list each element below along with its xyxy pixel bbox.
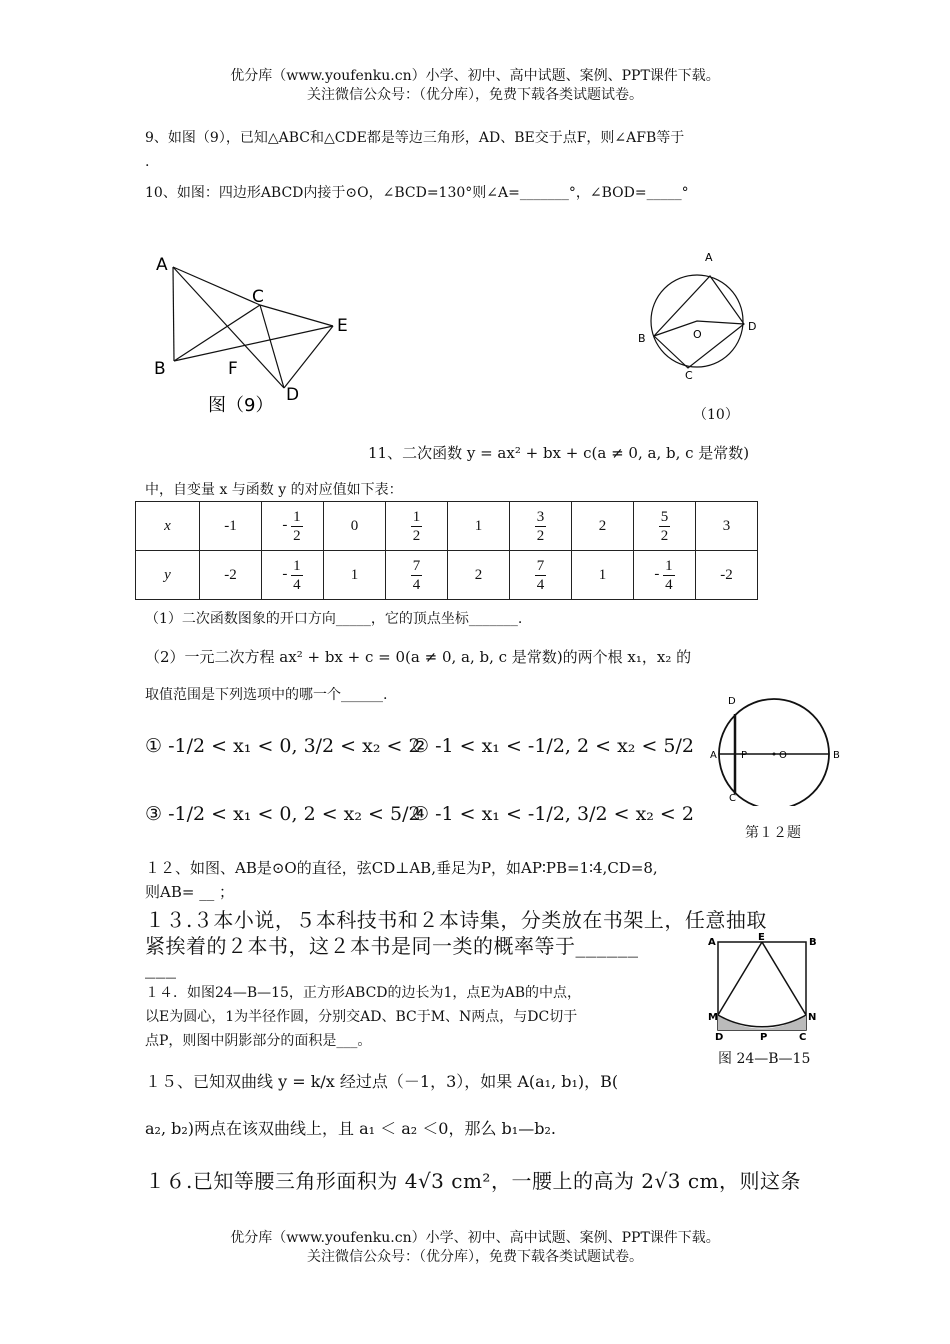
table-cell (634, 551, 696, 600)
label-b: B (154, 359, 166, 379)
label-c: C (685, 369, 693, 382)
figure-9-caption: 图（9） (208, 395, 274, 416)
label-a: A (156, 255, 168, 275)
table-cell: 3 (696, 502, 758, 551)
table-cell-value: $\frac{7}{4}$ (412, 557, 421, 593)
question-14-line2: 以E为圆心，1为半径作圆，分别交AD、BC于M、N两点，与DC切于 (145, 1009, 578, 1025)
table-head-y: y (136, 551, 200, 600)
table-cell: -2 (696, 551, 758, 600)
table-cell: -1 (200, 502, 262, 551)
table-cell-value: $\frac{3}{2}$ (536, 508, 545, 544)
option-4: ④ -1 < x₁ < -1/2, 3/2 < x₂ < 2 (412, 803, 694, 825)
figure-10-caption: （10） (693, 407, 739, 423)
table-cell-value: $\frac{5}{2}$ (660, 508, 669, 544)
table-cell (510, 502, 572, 551)
question-11-line2: 中，自变量 x 与函数 y 的对应值如下表： (145, 482, 403, 498)
page-footer-line1: 优分库（www.youfenku.cn）小学、初中、高中试题、案例、PPT课件下载。 (230, 1230, 720, 1246)
label-f: F (228, 359, 238, 379)
table-cell: 1 (448, 502, 510, 551)
table-cell-value: - $\frac{1}{4}$ (282, 557, 301, 593)
segment-em (718, 942, 762, 1015)
question-11-line1: 11、二次函数 y = ax² + bx + c(a ≠ 0, a, b, c 是常数) (368, 444, 750, 462)
question-13-line3: ___ (145, 955, 177, 979)
label-b: B (638, 332, 646, 345)
figure-24-b-15 (706, 932, 824, 1044)
option-1: ① -1/2 < x₁ < 0, 3/2 < x₂ < 2 (145, 735, 421, 757)
label-p: P (760, 1032, 768, 1043)
question-11-part2-b: 取值范围是下列选项中的哪一个______. (145, 687, 388, 703)
shaded-region (718, 1015, 806, 1030)
label-o: O (779, 750, 787, 761)
question-15-line2: a₂, b₂)两点在该双曲线上，且 a₁ ＜ a₂ ＜0，那么 b₁—b₂. (145, 1119, 556, 1138)
table-cell (262, 502, 324, 551)
question-13-line2: 紧挨着的２本书，这２本书是同一类的概率等于______ (145, 934, 639, 958)
label-d: D (748, 320, 757, 333)
table-cell: -2 (200, 551, 262, 600)
label-a: A (710, 750, 717, 761)
label-e: E (337, 316, 348, 336)
label-p: P (741, 750, 748, 761)
question-14-line1: １４．如图24—B—15，正方形ABCD的边长为1，点E为AB的中点， (145, 985, 582, 1001)
table-row-y (136, 551, 758, 600)
label-c: C (729, 793, 736, 804)
value-table (135, 501, 758, 600)
label-b: B (833, 750, 840, 761)
table-cell: 1 (324, 551, 386, 600)
question-9-text: 9、如图（9），已知△ABC和△CDE都是等边三角形，AD、BE交于点F，则∠AFB等于 (145, 130, 685, 146)
square-abcd (718, 942, 806, 1030)
label-o: O (693, 328, 702, 341)
label-e: E (758, 932, 765, 943)
segment-ac (173, 267, 260, 305)
table-row-x (136, 502, 758, 551)
label-n: N (808, 1012, 817, 1023)
figure-24-b-15-caption: 图 24—B—15 (718, 1051, 811, 1067)
question-10-text: 10、如图：四边形ABCD内接于⊙O，∠BCD=130°则∠A=_______°，∠BOD=_____° (145, 185, 689, 201)
table-cell (634, 502, 696, 551)
question-13-line1: １３.３本小说，５本科技书和２本诗集，分类放在书架上，任意抽取 (145, 908, 767, 932)
label-a: A (708, 937, 716, 948)
page-footer-line2: 关注微信公众号：（优分库），免费下载各类试题试卷。 (307, 1249, 643, 1265)
table-cell-value: - $\frac{1}{4}$ (654, 557, 673, 593)
table-cell (262, 551, 324, 600)
label-m: M (708, 1012, 718, 1023)
table-cell (386, 551, 448, 600)
question-11-part1: （1）二次函数图象的开口方向_____，它的顶点坐标_______. (145, 611, 523, 627)
figure-9 (150, 248, 360, 420)
question-12-line2: 则AB= __ ； (145, 883, 234, 901)
segment-ce (260, 305, 333, 326)
label-d: D (286, 385, 300, 405)
table-head-x: x (136, 502, 200, 551)
option-2: ② -1 < x₁ < -1/2, 2 < x₂ < 5/2 (412, 735, 694, 757)
segment-en (762, 942, 806, 1015)
question-14-line3: 点P，则图中阴影部分的面积是___。 (145, 1033, 372, 1049)
table-cell: 1 (572, 551, 634, 600)
question-15-line1: １５、已知双曲线 y = k/x 经过点（－1，3），如果 A(a₁, b₁)，B( (145, 1072, 619, 1091)
table-cell: 2 (448, 551, 510, 600)
center-o (773, 753, 776, 756)
table-cell: 2 (572, 502, 634, 551)
label-c: C (799, 1032, 807, 1043)
figure-12 (700, 688, 850, 806)
label-a: A (705, 251, 713, 264)
segment-bc (174, 305, 260, 361)
segment-ab (173, 267, 174, 361)
question-11-part2-a: （2）一元二次方程 ax² + bx + c = 0(a ≠ 0, a, b, c 是常数)的两个根 x₁，x₂ 的 (145, 648, 692, 666)
option-3: ③ -1/2 < x₁ < 0, 2 < x₂ < 5/2 (145, 803, 421, 825)
table-cell-value: - $\frac{1}{2}$ (282, 508, 301, 544)
label-d: D (715, 1032, 724, 1043)
question-12-line1: １２、如图、AB是⊙O的直径，弦CD⊥AB,垂足为P，如AP∶PB=1∶4,CD=8, (145, 859, 658, 877)
table-cell: 0 (324, 502, 386, 551)
label-b: B (809, 937, 817, 948)
page-header-line2: 关注微信公众号：（优分库），免费下载各类试题试卷。 (307, 87, 643, 103)
page-header-line1: 优分库（www.youfenku.cn）小学、初中、高中试题、案例、PPT课件下载。 (230, 68, 720, 84)
table-cell-value: $\frac{1}{2}$ (412, 508, 421, 544)
table-cell (510, 551, 572, 600)
question-9-tail: . (145, 154, 150, 170)
figure-12-caption: 第１２题 (745, 825, 801, 841)
question-16-line1: １６.已知等腰三角形面积为 4√3 cm²，一腰上的高为 2√3 cm，则这条 (145, 1169, 802, 1193)
table-cell-value: $\frac{7}{4}$ (536, 557, 545, 593)
label-c: C (252, 287, 264, 307)
label-d: D (728, 696, 736, 707)
table-cell (386, 502, 448, 551)
figure-10 (630, 248, 760, 388)
